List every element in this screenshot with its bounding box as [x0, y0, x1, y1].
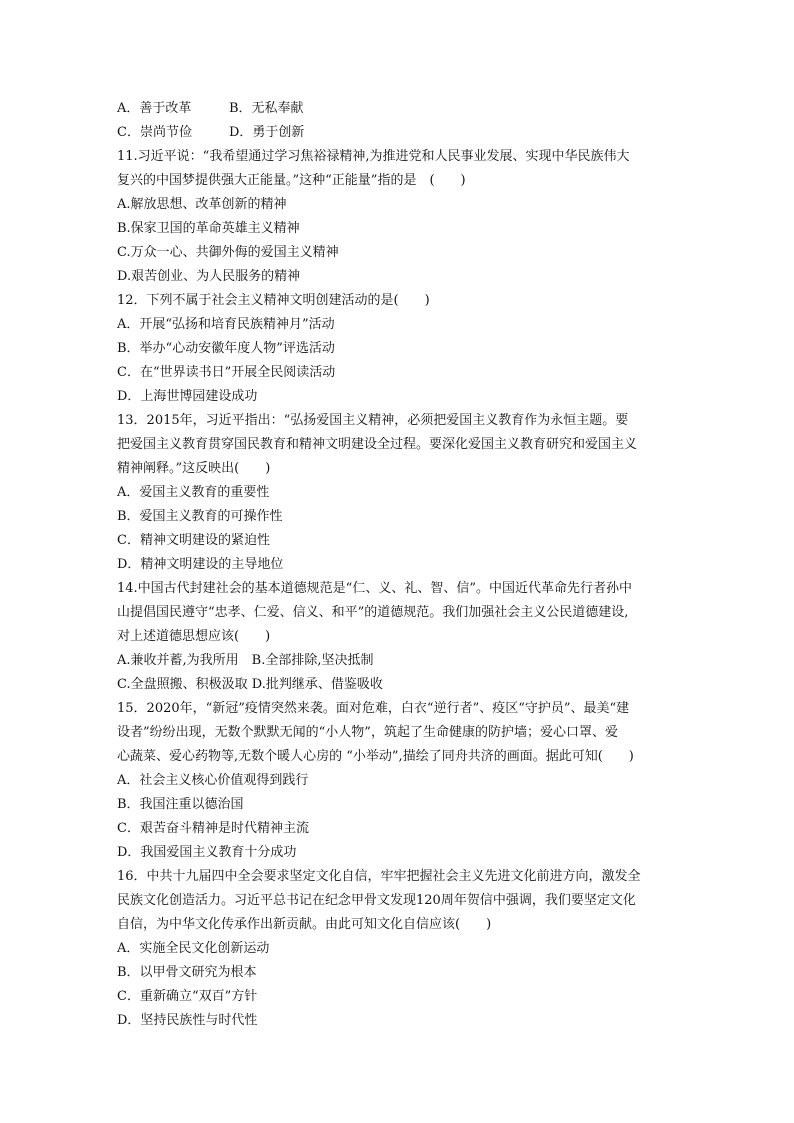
q12-option-c: C．在“世界读书日”开展全民阅读活动 [117, 365, 336, 380]
q12-option-b: B．举办“心动安徽年度人物”评选活动 [117, 341, 335, 356]
q13-option-b: B．爱国主义教育的可操作性 [117, 509, 283, 524]
q16-stem-line-1: 16．中共十九届四中全会要求坚定文化自信，牢牢把握社会主义先进文化前进方向，激发全 [117, 869, 641, 884]
q15-stem-line-2: 设者”纷纷出现，无数个默默无闻的“小人物”，筑起了生命健康的防护墙；爱心口罩、爱 [117, 725, 618, 740]
q14-stem-line-3: 对上述道德思想应该( ) [117, 629, 271, 644]
question-list [117, 97, 687, 1033]
q14-stem-line-1: 14.中国古代封建社会的基本道德规范是“仁、义、礼、智、信”。中国近代革命先行者孙中 [117, 581, 632, 596]
q12-stem: 12．下列不属于社会主义精神文明创建活动的是( ) [117, 293, 430, 308]
q13-stem-line-1: 13．2015年，习近平指出：“弘扬爱国主义精神，必须把爱国主义教育作为永恒主题。要 [117, 413, 629, 428]
q11-option-c: C.万众一心、共御外侮的爱国主义精神 [117, 245, 339, 260]
q15-stem-line-1: 15．2020年，“新冠”疫情突然来袭。面对危难，白衣“逆行者”、疫区“守护员”、最美“建 [117, 701, 630, 716]
q15-option-c: C．艰苦奋斗精神是时代精神主流 [117, 821, 309, 836]
q14-option-a: A.兼收并蓄,为我所用 [117, 653, 239, 668]
q16-stem-line-2: 民族文化创造活力。习近平总书记在纪念甲骨文发现120周年贺信中强调，我们要坚定文化 [117, 893, 636, 908]
q14-option-d: D.批判继承、借鉴吸收 [251, 677, 383, 692]
q16-option-c: C．重新确立“双百”方针 [117, 989, 258, 1004]
q11-stem-line-1: 11.习近平说：“我希望通过学习焦裕禄精神,为推进党和人民事业发展、实现中华民族伟大 [117, 149, 630, 164]
q14-option-c: C.全盘照搬、积极汲取 [117, 677, 248, 692]
q11-stem-line-2: 复兴的中国梦提供强大正能量。”这种“正能量”指的是 ( ) [117, 173, 466, 188]
q15-option-a: A．社会主义核心价值观得到践行 [117, 773, 309, 788]
q10-options-row-1 [117, 97, 687, 121]
q13-option-d: D．精神文明建设的主导地位 [117, 557, 284, 572]
q15-option-b: B．我国注重以德治国 [117, 797, 244, 812]
q14-stem-line-2: 山提倡国民遵守“忠孝、仁爱、信义、和平”的道德规范。我们加强社会主义公民道德建设, [117, 605, 629, 620]
q14-options-row-1 [117, 649, 687, 673]
q13-stem-line-3: 精神阐释。”这反映出( ) [117, 461, 271, 476]
q12-option-a: A．开展“弘扬和培育民族精神月”活动 [117, 317, 335, 332]
q13-option-c: C．精神文明建设的紧迫性 [117, 533, 270, 548]
q11-option-d: D.艰苦创业、为人民服务的精神 [117, 269, 301, 284]
q11-option-b: B.保家卫国的革命英雄主义精神 [117, 221, 300, 236]
q14-option-b: B.全部排除,坚决抵制 [251, 653, 374, 668]
q13-stem-line-2: 把爱国主义教育贯穿国民教育和精神文明建设全过程。要深化爱国主义教育研究和爱国主义 [117, 437, 638, 452]
q15-option-d: D．我国爱国主义教育十分成功 [117, 845, 297, 860]
q10-option-a: A．善于改革 [117, 101, 192, 116]
q15-stem-line-3: 心蔬菜、爱心药物等,无数个暖人心房的 “小举动”,描绘了同舟共济的画面。据此可知( ) [117, 749, 634, 764]
q10-option-c: C．崇尚节俭 [117, 125, 192, 140]
q10-options-row-2 [117, 121, 687, 145]
q11-option-a: A.解放思想、改革创新的精神 [117, 197, 287, 212]
q16-option-a: A．实施全民文化创新运动 [117, 941, 270, 956]
q16-option-d: D．坚持民族性与时代性 [117, 1013, 258, 1028]
q16-option-b: B．以甲骨文研究为根本 [117, 965, 257, 980]
q14-options-row-2 [117, 673, 687, 697]
q10-option-b: B．无私奉献 [229, 101, 304, 116]
q13-option-a: A．爱国主义教育的重要性 [117, 485, 270, 500]
q12-option-d: D．上海世博园建设成功 [117, 389, 258, 404]
q10-option-d: D．勇于创新 [229, 125, 305, 140]
q16-stem-line-3: 自信，为中华文化传承作出新贡献。由此可知文化自信应该( ) [117, 917, 492, 932]
